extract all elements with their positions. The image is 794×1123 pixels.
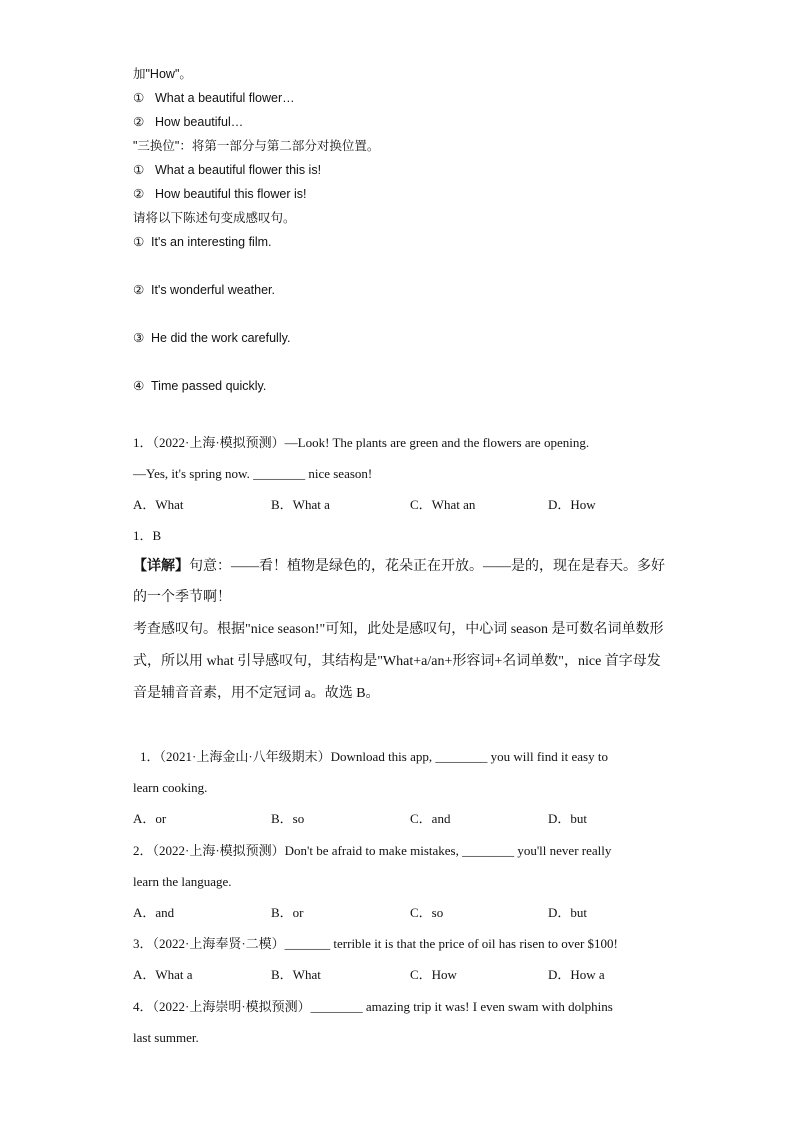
option-a: A．or: [133, 811, 167, 826]
option-b: B．so: [271, 811, 305, 826]
option-a: A．What a: [133, 967, 193, 982]
step-number: ①: [133, 163, 145, 177]
option-b: B．What a: [271, 497, 330, 512]
exercise-question-cont: last summer.: [133, 1030, 199, 1045]
option-a: A．and: [133, 905, 175, 920]
detail-text: 句意：——看！植物是绿色的，花朵正在开放。——是的，现在是春天。多好: [189, 559, 665, 574]
step-2: [133, 114, 243, 130]
step-number: ②: [133, 115, 145, 129]
task-item: [133, 282, 275, 298]
exercise-question-cont: learn the language.: [133, 874, 232, 889]
detail-tag: 【详解】: [133, 559, 189, 574]
step-1: [133, 90, 295, 106]
option-c: C．so: [410, 905, 444, 920]
explanation-line: 音是辅音音素，用不定冠词 a。故选 B。: [133, 686, 380, 701]
option-c: C．and: [410, 811, 451, 826]
exercise-question: 4．（2022·上海崇明·模拟预测）________ amazing trip it was! I even swam with dolphins: [133, 999, 613, 1014]
option-b: B．What: [271, 967, 321, 982]
step-text: What a beautiful flower…: [155, 91, 295, 105]
example-question: 1．（2022·上海·模拟预测）—Look! The plants are green and the flowers are opening.: [133, 435, 590, 450]
explanation-line: 式，所以用 what 引导感叹句，其结构是"What+a/an+形容词+名词单数"，nice 首字母发: [133, 654, 661, 669]
item-number: ④: [133, 379, 145, 393]
swap-title: "三换位"：将第一部分与第二部分对换位置。: [133, 139, 380, 153]
example-question-cont: —Yes, it's spring now. ________ nice season!: [133, 466, 373, 481]
exercise-question: 2．（2022·上海·模拟预测）Don't be afraid to make mistakes, ________ you'll never really: [133, 843, 612, 858]
exercise-question: 1．（2021·上海金山·八年级期末）Download this app, ________ you will find it easy to: [140, 749, 608, 764]
option-a: A．What: [133, 497, 184, 512]
explanation-line: 考查感叹句。根据"nice season!"可知，此处是感叹句，中心词 season 是可数名词单数形: [133, 622, 664, 637]
option-d: D．How a: [548, 967, 605, 982]
item-number: ②: [133, 283, 145, 297]
step-number: ②: [133, 187, 145, 201]
explanation-line: 的一个季节啊！: [133, 590, 231, 605]
option-d: D．How: [548, 497, 596, 512]
task-item: [133, 234, 272, 250]
exercise-question: 3．（2022·上海奉贤·二模）_______ terrible it is that the price of oil has risen to over $100!: [133, 936, 618, 951]
step-text: What a beautiful flower this is!: [155, 163, 322, 177]
item-text: He did the work carefully.: [151, 331, 291, 345]
option-d: D．but: [548, 905, 588, 920]
item-text: Time passed quickly.: [151, 379, 267, 393]
task-instruction: 请将以下陈述句变成感叹句。: [133, 211, 296, 225]
answer: 1．B: [133, 528, 162, 543]
item-text: It's wonderful weather.: [151, 283, 275, 297]
option-d: D．but: [548, 811, 588, 826]
item-number: ①: [133, 235, 145, 249]
option-c: C．How: [410, 967, 457, 982]
intro-line: 加"How"。: [133, 67, 192, 81]
step-number: ①: [133, 91, 145, 105]
option-c: C．What an: [410, 497, 476, 512]
swap-step-2: [133, 186, 306, 202]
option-b: B．or: [271, 905, 304, 920]
step-text: How beautiful this flower is!: [155, 187, 307, 201]
item-text: It's an interesting film.: [151, 235, 272, 249]
swap-step-1: [133, 162, 321, 178]
exercise-question-cont: learn cooking.: [133, 780, 208, 795]
task-item: [133, 330, 290, 346]
step-text: How beautiful…: [155, 115, 244, 129]
task-item: [133, 378, 266, 394]
explanation: [133, 559, 665, 575]
item-number: ③: [133, 331, 145, 345]
